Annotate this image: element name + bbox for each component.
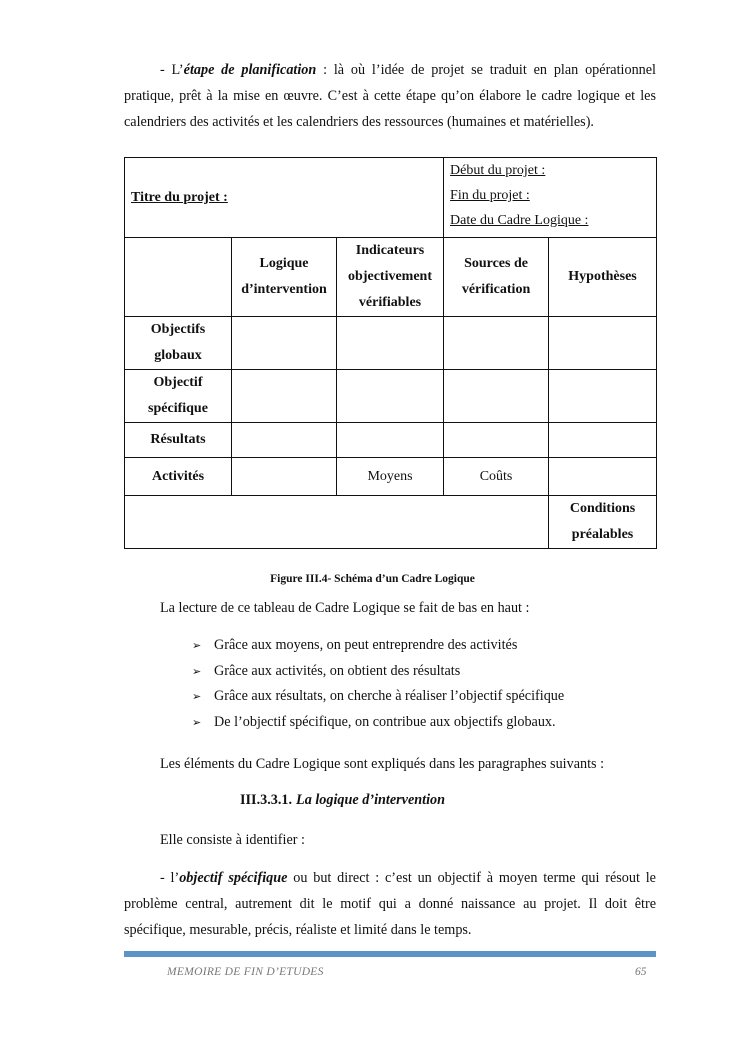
- row-label-activities: Activités: [125, 458, 232, 496]
- arrow-bullet-icon: ➢: [192, 665, 202, 678]
- project-start-label: Début du projet :: [450, 163, 546, 178]
- header-intervention-logic: Logique d’intervention: [232, 238, 337, 317]
- footer-label: MEMOIRE DE FIN D’ETUDES: [167, 966, 324, 978]
- specific-objective-paragraph: [124, 865, 656, 943]
- arrow-bullet-icon: ➢: [192, 716, 202, 729]
- planning-stage-term: étape de planification: [183, 62, 317, 78]
- footer-divider: [124, 951, 656, 957]
- table-row: [125, 370, 657, 423]
- means-cell: Moyens: [337, 458, 444, 496]
- preconditions-spacer: [125, 496, 549, 549]
- intro-text: : là où l’idée de projet se traduit en plan opérationnel pratique, prêt à la mise en œuvre. C’est à cette étape qu’on élabore le cadre logique et les calendriers des activités et les calendriers des ressources (humaines et matérielles).: [124, 62, 656, 130]
- table-title-row: [125, 158, 657, 238]
- arrow-bullet-icon: ➢: [192, 640, 202, 652]
- project-title-cell: [125, 158, 444, 238]
- specific-objective-term: objectif spécifique: [179, 870, 288, 886]
- costs-cell: Coûts: [444, 458, 549, 496]
- list-item: ➢ Grâce aux moyens, on peut entreprendre des activités: [192, 633, 564, 659]
- logframe-date-label: Date du Cadre Logique :: [450, 213, 589, 228]
- planning-stage-paragraph: [124, 57, 656, 135]
- table-row: [125, 496, 657, 549]
- reading-intro: La lecture de ce tableau de Cadre Logique se fait de bas en haut :: [160, 600, 530, 616]
- header-indicators: Indicateurs objectivement vérifiables: [337, 238, 444, 317]
- arrow-bullet-icon: ➢: [192, 691, 202, 703]
- row-label-global-objectives: Objectifs globaux: [125, 317, 232, 370]
- table-row: [125, 317, 657, 370]
- header-sources: Sources de vérification: [444, 238, 549, 317]
- table-header-row: [125, 238, 657, 317]
- project-title-label: Titre du projet :: [131, 189, 228, 205]
- section-heading: [240, 792, 445, 809]
- list-item: ➢ Grâce aux activités, on obtient des résultats: [192, 659, 564, 685]
- list-item: ➢ Grâce aux résultats, on cherche à réaliser l’objectif spécifique: [192, 684, 564, 710]
- consists-paragraph: Elle consiste à identifier :: [160, 832, 305, 848]
- elements-paragraph: Les éléments du Cadre Logique sont expliqués dans les paragraphes suivants :: [160, 756, 605, 772]
- intro-prefix: - L’: [160, 62, 184, 78]
- table-row: [125, 423, 657, 458]
- bullet-list: [192, 633, 564, 735]
- section-number: III.3.3.1.: [240, 792, 293, 808]
- section-title: La logique d’intervention: [296, 792, 446, 808]
- figure-caption: Figure III.4- Schéma d’un Cadre Logique: [270, 573, 475, 585]
- header-empty-cell: [125, 238, 232, 317]
- project-dates-cell: [444, 158, 657, 238]
- list-item: ➢ De l’objectif spécifique, on contribue aux objectifs globaux.: [192, 710, 564, 736]
- header-assumptions: Hypothèses: [549, 238, 657, 317]
- objective-prefix: - l’: [160, 870, 180, 886]
- row-label-specific-objective: Objectif spécifique: [125, 370, 232, 423]
- page-number: 65: [635, 966, 647, 978]
- preconditions-cell: Conditions préalables: [549, 496, 657, 549]
- objective-text: ou but direct : c’est un objectif à moyen terme qui résout le problème central, autrement dit le motif qui a donné naissance au projet. Il doit être spécifique, mesurable, précis, réaliste et limité dans le temps.: [124, 870, 656, 938]
- table-row: [125, 458, 657, 496]
- project-end-label: Fin du projet :: [450, 188, 530, 203]
- row-label-results: Résultats: [125, 423, 232, 458]
- logical-framework-table: [124, 157, 657, 549]
